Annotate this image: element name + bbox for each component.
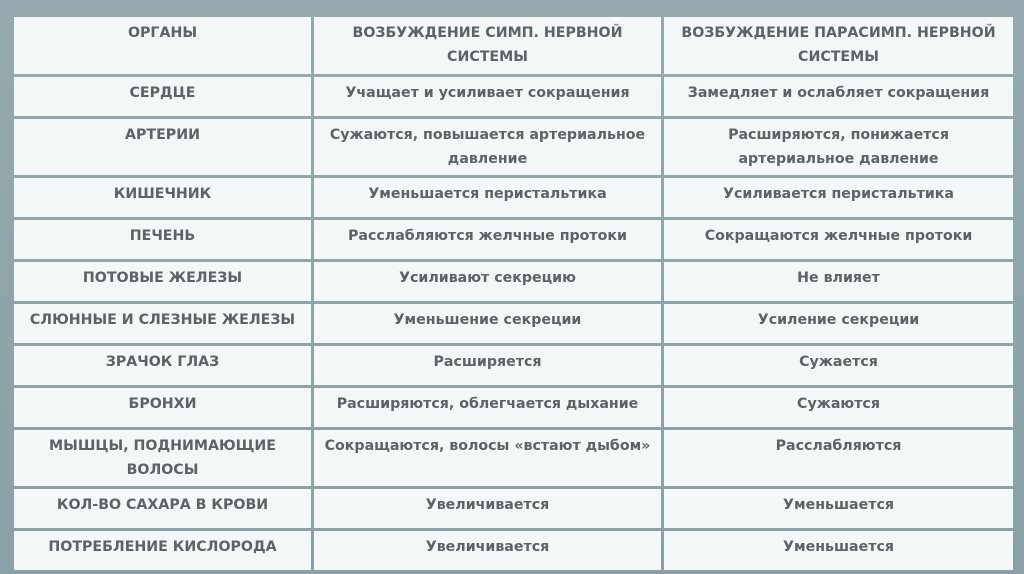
organ-cell: СЛЮННЫЕ И СЛЕЗНЫЕ ЖЕЛЕЗЫ [14,304,311,343]
sympathetic-cell: Сужаются, повышается артериальное давление [314,119,661,175]
parasympathetic-cell: Усиливается перистальтика [664,178,1013,217]
sympathetic-cell: Расширяется [314,346,661,385]
sympathetic-cell: Усиливают секрецию [314,262,661,301]
table-row [14,346,1013,385]
parasympathetic-cell: Сужаются [664,388,1013,427]
parasympathetic-cell: Замедляет и ослабляет сокращения [664,77,1013,116]
sympathetic-cell: Увеличивается [314,531,661,570]
comparison-table [11,14,1016,573]
table-row [14,531,1013,570]
table-row [14,119,1013,175]
sympathetic-cell: Расслабляются желчные протоки [314,220,661,259]
parasympathetic-cell: Уменьшается [664,531,1013,570]
parasympathetic-cell: Сокращаются желчные протоки [664,220,1013,259]
parasympathetic-cell: Расслабляются [664,430,1013,486]
parasympathetic-cell: Сужается [664,346,1013,385]
sympathetic-cell: Уменьшение секреции [314,304,661,343]
organ-cell: ПЕЧЕНЬ [14,220,311,259]
table-row [14,430,1013,486]
header-sympathetic: ВОЗБУЖДЕНИЕ СИМП. НЕРВНОЙ СИСТЕМЫ [314,17,661,74]
table-row [14,77,1013,116]
table-row [14,304,1013,343]
organ-cell: ПОТОВЫЕ ЖЕЛЕЗЫ [14,262,311,301]
organ-cell: СЕРДЦЕ [14,77,311,116]
parasympathetic-cell: Расширяются, понижается артериальное давление [664,119,1013,175]
parasympathetic-cell: Усиление секреции [664,304,1013,343]
table-row [14,489,1013,528]
parasympathetic-cell: Уменьшается [664,489,1013,528]
parasympathetic-cell: Не влияет [664,262,1013,301]
organ-cell: БРОНХИ [14,388,311,427]
table-header-row [14,17,1013,74]
sympathetic-cell: Уменьшается перистальтика [314,178,661,217]
organ-cell: АРТЕРИИ [14,119,311,175]
sympathetic-cell: Расширяются, облегчается дыхание [314,388,661,427]
table-row [14,178,1013,217]
header-organs: ОРГАНЫ [14,17,311,74]
sympathetic-cell: Учащает и усиливает сокращения [314,77,661,116]
organ-cell: КИШЕЧНИК [14,178,311,217]
table-row [14,388,1013,427]
organ-cell: ПОТРЕБЛЕНИЕ КИСЛОРОДА [14,531,311,570]
sympathetic-cell: Сокращаются, волосы «встают дыбом» [314,430,661,486]
table-row [14,262,1013,301]
header-parasympathetic: ВОЗБУЖДЕНИЕ ПАРАСИМП. НЕРВНОЙ СИСТЕМЫ [664,17,1013,74]
sympathetic-cell: Увеличивается [314,489,661,528]
organ-cell: КОЛ-ВО САХАРА В КРОВИ [14,489,311,528]
table-row [14,220,1013,259]
organ-cell: ЗРАЧОК ГЛАЗ [14,346,311,385]
organ-cell: МЫШЦЫ, ПОДНИМАЮЩИЕ ВОЛОСЫ [14,430,311,486]
